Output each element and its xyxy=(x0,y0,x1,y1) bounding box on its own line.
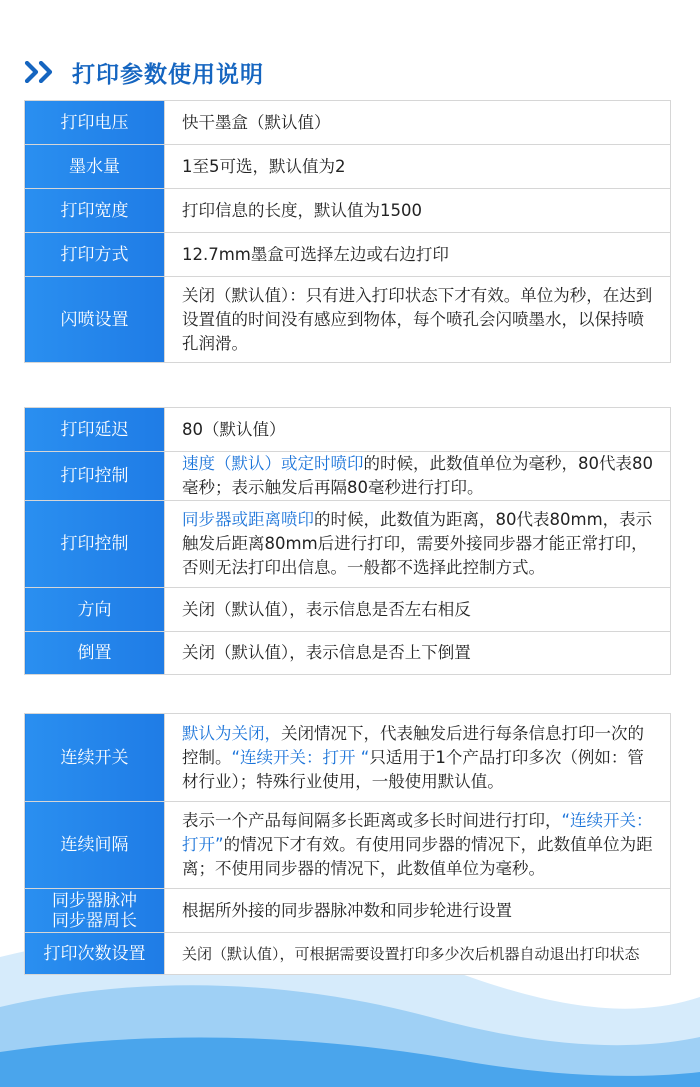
row-value xyxy=(165,933,671,975)
table-row xyxy=(25,233,671,277)
row-label xyxy=(25,588,165,632)
value-text: 的情况下才有效。有使用同步器的情况下，此数值单位为距离；不使用同步器的情况下，此数值单位为毫秒。 xyxy=(182,835,653,878)
row-label xyxy=(25,452,165,501)
value-text: 只适用于1个产品打印多次（例如：管材行业）；特殊行业使用，一般使用默认值。 xyxy=(182,747,644,791)
row-value xyxy=(165,802,671,889)
row-label-text: 打印控制 xyxy=(60,466,129,486)
row-label-text: 同步器脉冲 xyxy=(52,890,137,911)
row-value xyxy=(165,588,671,632)
row-label xyxy=(25,189,165,233)
table-row xyxy=(25,101,671,145)
row-value xyxy=(165,189,671,233)
highlight-text: 速度（默认）或定时喷印 xyxy=(182,454,364,473)
value-text: 快干墨盒（默认值） xyxy=(182,112,331,132)
double-chevron-right-icon xyxy=(24,61,58,83)
value-text: 12.7mm墨盒可选择左边或右边打印 xyxy=(182,244,449,264)
row-label-text: 打印次数设置 xyxy=(43,943,146,964)
row-value xyxy=(165,145,671,189)
row-label xyxy=(25,501,165,588)
highlight-text: “连续开关：打开” xyxy=(182,811,653,854)
row-label-text: 连续间隔 xyxy=(60,835,129,855)
row-value xyxy=(165,714,671,802)
value-text: 的时候，此数值单位为毫秒，80代表80毫秒；表示触发后再隔80毫秒进行打印。 xyxy=(182,454,653,497)
highlight-text: 默认为关闭， xyxy=(182,723,281,743)
value-text: 打印信息的长度，默认值为1500 xyxy=(182,200,422,220)
row-value xyxy=(165,501,671,588)
value-text: 关闭（默认值），可根据需要设置打印多少次后机器自动退出打印状态 xyxy=(182,944,640,963)
row-label-text: 方向 xyxy=(77,599,112,620)
row-label-text: 打印延迟 xyxy=(60,419,129,440)
value-text: 的时候，此数值为距离，80代表80mm，表示触发后距离80mm后进行打印，需要外接同步器才能正常打印，否则无法打印出信息。一般都不选择此控制方式。 xyxy=(182,510,653,577)
row-label xyxy=(25,933,165,975)
table-row xyxy=(25,501,671,588)
row-label xyxy=(25,101,165,145)
value-text: 80（默认值） xyxy=(182,419,286,439)
row-label xyxy=(25,714,165,802)
page-header xyxy=(24,52,264,92)
value-text: 关闭（默认值）：只有进入打印状态下才有效。单位为秒，在达到设置值的时间没有感应到物体，每个喷孔会闪喷墨水，以保持喷孔润滑。 xyxy=(182,285,653,353)
row-label xyxy=(25,408,165,452)
table-row xyxy=(25,189,671,233)
row-label-text: 连续开关 xyxy=(60,747,129,768)
row-label xyxy=(25,277,165,363)
value-text: 关闭（默认值），表示信息是否左右相反 xyxy=(182,599,471,619)
row-label xyxy=(25,802,165,889)
value-text: 表示一个产品每间隔多长距离或多长时间进行打印， xyxy=(182,811,562,830)
table-row xyxy=(25,588,671,632)
row-label xyxy=(25,145,165,189)
value-text: 关闭情况下，代表触发后进行每条信息打印一次的控制。 xyxy=(182,723,644,767)
row-value xyxy=(165,632,671,675)
row-value xyxy=(165,889,671,933)
highlight-text: 同步器或距离喷印 xyxy=(182,510,314,529)
spec-table-continuous xyxy=(24,713,671,975)
table-row xyxy=(25,802,671,889)
value-text: 关闭（默认值），表示信息是否上下倒置 xyxy=(182,643,471,662)
table-row xyxy=(25,889,671,933)
row-label-text: 打印宽度 xyxy=(60,200,129,221)
highlight-text: “连续开关：打开 “ xyxy=(231,747,370,767)
value-text: 根据所外接的同步器脉冲数和同步轮进行设置 xyxy=(182,900,512,920)
row-label-text: 闪喷设置 xyxy=(60,309,129,330)
row-label xyxy=(25,233,165,277)
row-value xyxy=(165,452,671,501)
row-label-text: 墨水量 xyxy=(69,156,120,177)
table-row xyxy=(25,277,671,363)
table-row xyxy=(25,452,671,501)
row-value xyxy=(165,408,671,452)
row-label-text: 打印控制 xyxy=(60,534,129,554)
row-label-text: 倒置 xyxy=(77,643,112,663)
row-label-text: 同步器周长 xyxy=(52,910,137,931)
row-label-text: 打印方式 xyxy=(60,244,129,265)
spec-table-print-basic xyxy=(24,100,671,363)
row-value xyxy=(165,277,671,363)
page-title: 打印参数使用说明 xyxy=(72,61,264,88)
table-row xyxy=(25,714,671,802)
row-value xyxy=(165,101,671,145)
table-row xyxy=(25,933,671,975)
table-row xyxy=(25,145,671,189)
table-row xyxy=(25,632,671,675)
value-text: 1至5可选，默认值为2 xyxy=(182,156,346,176)
row-label xyxy=(25,889,165,933)
row-label xyxy=(25,632,165,675)
table-row xyxy=(25,408,671,452)
spec-table-print-control xyxy=(24,407,671,675)
row-value xyxy=(165,233,671,277)
row-label-text: 打印电压 xyxy=(60,112,129,133)
